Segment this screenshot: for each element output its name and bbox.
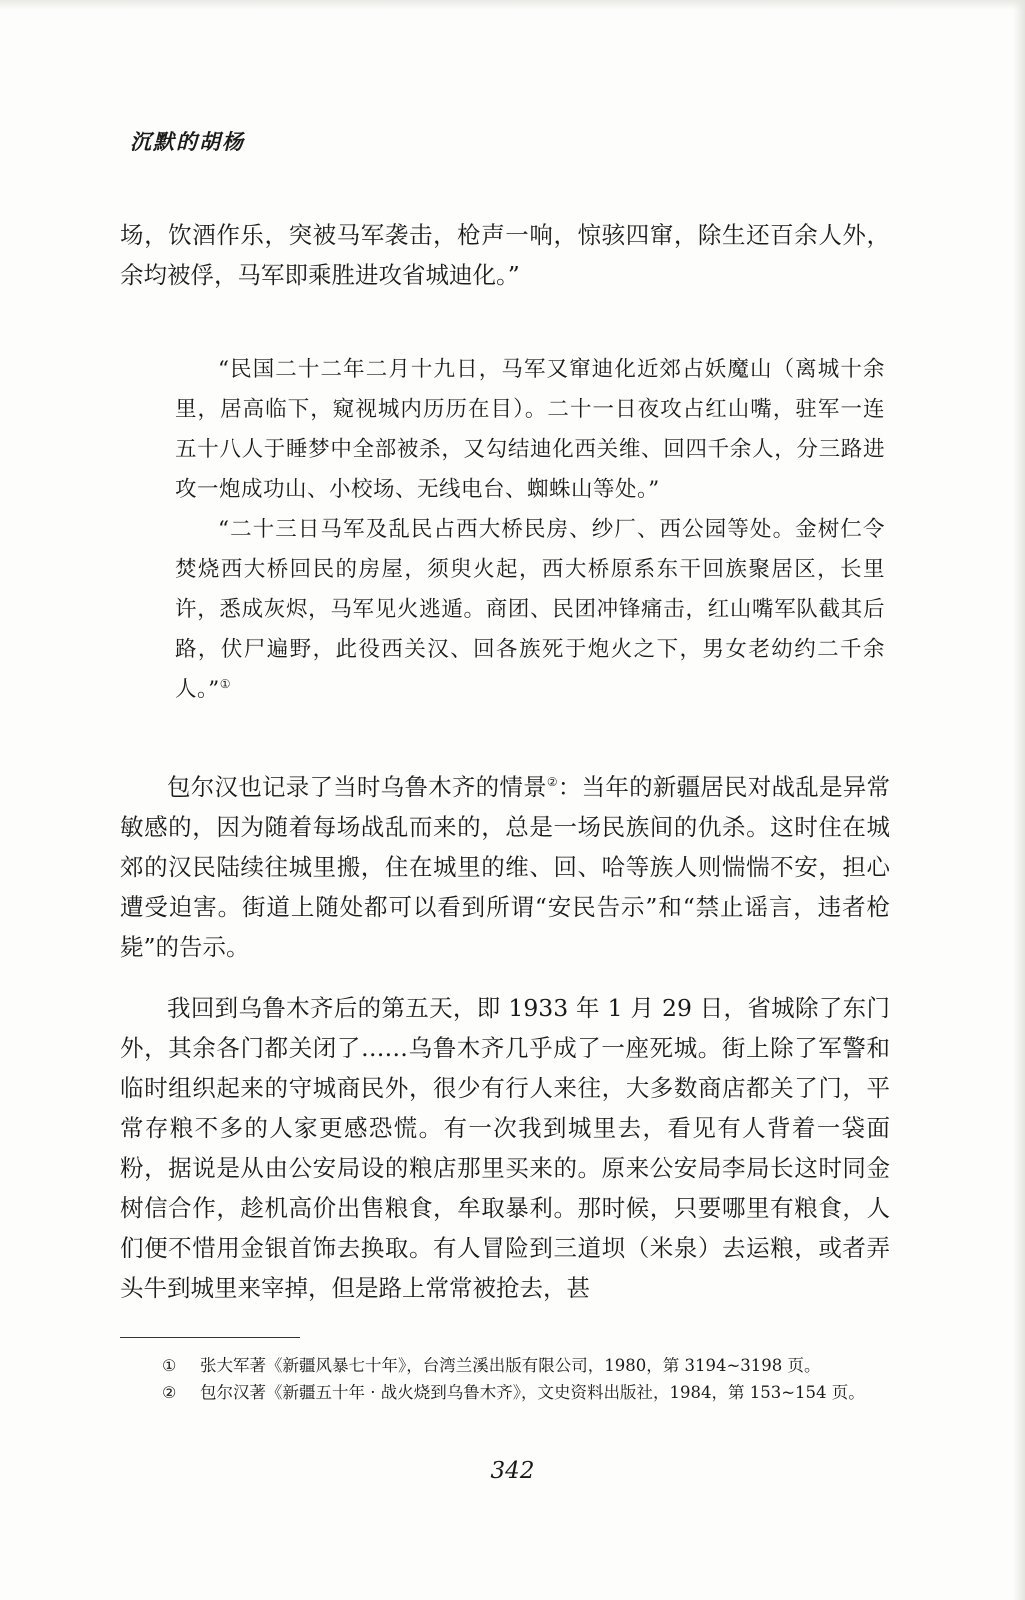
footnote-ref-2[interactable]: ② bbox=[546, 775, 558, 790]
body-paragraph-3: 我回到乌鲁木齐后的第五天，即 1933 年 1 月 29 日，省城除了东门外，其余各门都关闭了……乌鲁木齐几乎成了一座死城。街上除了军警和临时组织起来的守城商民外，很少有行人来往，大多数商店都关了门，平常存粮不多的人家更感恐慌。有一次我到城里去，看见有人背着一袋面粉，据说是从由公安局设的粮店那里买来的。原来公安局李局长这时同金树信合作，趁机高价出售粮食，牟取暴利。那时候，只要哪里有粮食，人们便不惜用金银首饰去换取。有人冒险到三道坝（米泉）去运粮，或者弄头牛到城里来宰掉，但是路上常常被抢去，甚 bbox=[120, 994, 890, 1302]
block-quote bbox=[175, 350, 885, 710]
footnote-list bbox=[120, 1352, 890, 1406]
continued-paragraph: 场，饮酒作乐，突被马军袭击，枪声一响，惊骇四窜，除生还百余人外，余均被俘，马军即乘胜进攻省城迪化。” bbox=[120, 221, 890, 289]
footnote-1-text: 张大军著《新疆风暴七十年》，台湾兰溪出版有限公司，1980，第 3194~3198 页。 bbox=[200, 1356, 821, 1375]
quote-paragraph-2 bbox=[175, 510, 885, 710]
scan-shadow-right bbox=[1013, 0, 1025, 1600]
running-head: 沉默的胡杨 bbox=[130, 129, 245, 154]
body-paragraph-2 bbox=[120, 767, 890, 967]
quote-paragraph-1: “民国二十二年二月十九日，马军又窜迪化近郊占妖魔山（离城十余里，居高临下，窥视城内历历在目）。二十一日夜攻占红山嘴，驻军一连五十八人于睡梦中全部被杀，又勾结迪化西关维、回四千余人，分三路进攻一炮成功山、小校场、无线电台、蜘蛛山等处。” bbox=[175, 357, 885, 502]
footnote-2-mark: ② bbox=[162, 1383, 177, 1402]
footnote-1-mark: ① bbox=[162, 1356, 177, 1375]
body-paragraph-2-rest: ：当年的新疆居民对战乱是异常敏感的，因为随着每场战乱而来的，总是一场民族间的仇杀。这时住在城郊的汉民陆续往城里搬，住在城里的维、回、哈等族人则惴惴不安，担心遭受迫害。街道上随处都可以看到所谓“安民告示”和“禁止谣言，违者枪毙”的告示。 bbox=[120, 773, 890, 961]
scan-shadow-top bbox=[0, 0, 1025, 10]
footnote-2 bbox=[120, 1379, 890, 1406]
footnote-1 bbox=[120, 1352, 890, 1379]
footnote-2-text: 包尔汉著《新疆五十年 · 战火烧到乌鲁木齐》，文史资料出版社，1984，第 153~154 页。 bbox=[200, 1383, 865, 1402]
body-paragraph-2-lead: 包尔汉也记录了当时乌鲁木齐的情景 bbox=[167, 773, 547, 801]
footnote-divider bbox=[120, 1337, 300, 1338]
footnote-ref-1[interactable]: ① bbox=[219, 676, 232, 691]
quote-paragraph-2-text: “二十三日马军及乱民占西大桥民房、纱厂、西公园等处。金树仁令焚烧西大桥回民的房屋，须臾火起，西大桥原系东干回族聚居区，长里许，悉成灰烬，马军见火逃遁。商团、民团冲锋痛击，红山嘴军队截其后路，伏尸遍野，此役西关汉、回各族死于炮火之下，男女老幼约二千余人。” bbox=[175, 517, 885, 702]
page-number: 342 bbox=[490, 1458, 535, 1484]
